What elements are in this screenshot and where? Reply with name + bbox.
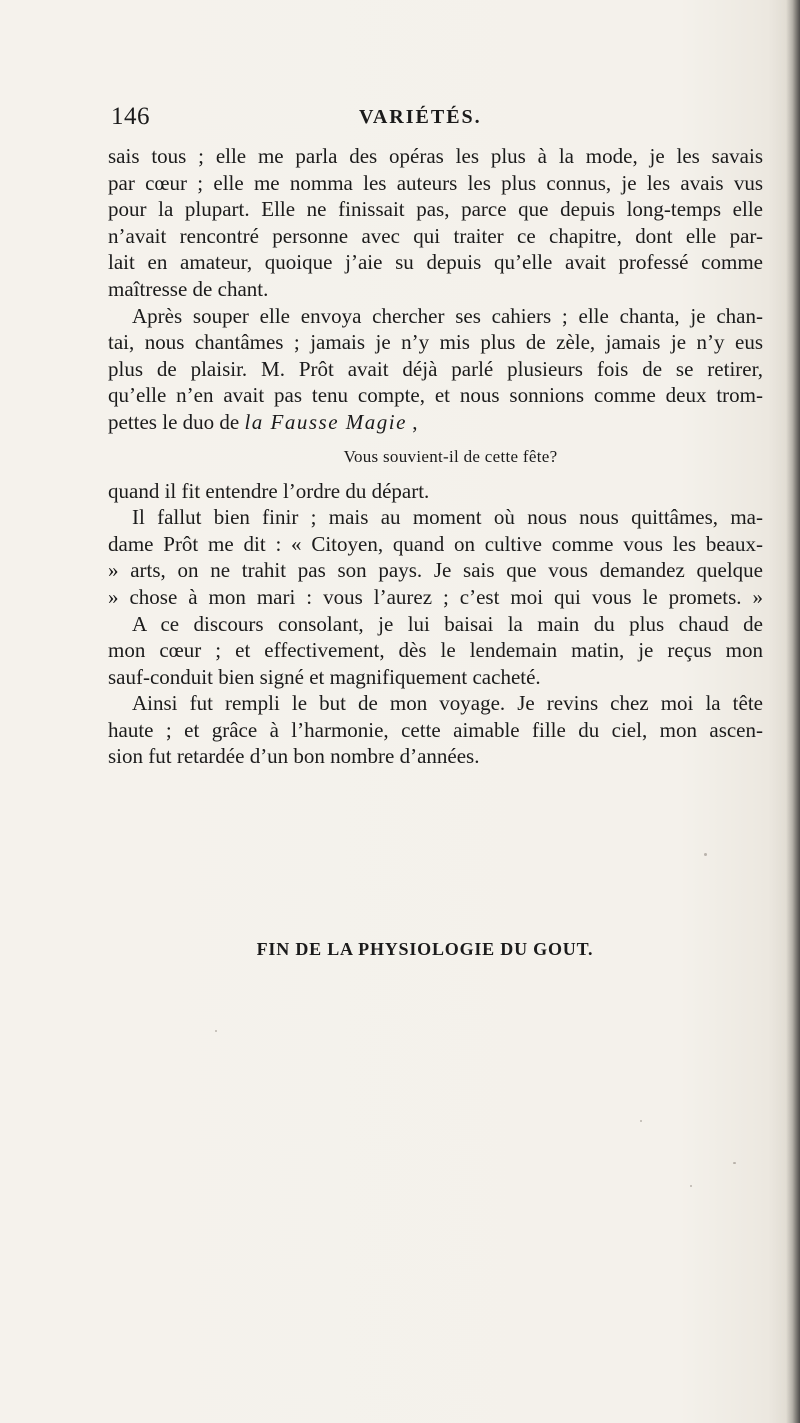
text-line: sion fut retardée d’un bon nombre d’années. (108, 744, 480, 769)
text-line-with-title (108, 409, 763, 436)
text-line: sais tous ; elle me parla des opéras les plus à la mode, je les savais (108, 144, 763, 168)
opera-title: la Fausse Magie (244, 409, 407, 434)
paper-speck (733, 1162, 736, 1164)
page-edge-shadow (786, 0, 800, 1423)
text-line: maîtresse de chant. (108, 276, 269, 301)
text-line: qu’elle n’en avait pas tenu compte, et nous sonnions comme deux trom- (108, 383, 763, 408)
text-line: sauf-conduit bien signé et magnifiquement cacheté. (108, 664, 541, 689)
text-fragment: , (406, 409, 418, 434)
text-line: lait en amateur, quoique j’aie su depuis qu’elle avait professé comme (108, 250, 763, 275)
paper-speck (690, 1185, 692, 1187)
text-line: par cœur ; elle me nomma les auteurs les plus connus, je les avais vus (108, 170, 763, 195)
body-text (108, 143, 763, 770)
paragraph-start: Après souper elle envoya chercher ses cahiers ; elle chanta, je chan- (132, 303, 763, 328)
paragraph-start: Ainsi fut rempli le but de mon voyage. Je revins chez moi la tête (132, 691, 763, 716)
text-line: dame Prôt me dit : « Citoyen, quand on cultive comme vous les beaux- (108, 531, 763, 556)
paper-speck (640, 1120, 642, 1122)
text-line: tai, nous chantâmes ; jamais je n’y mis plus de zèle, jamais je n’y eus (108, 330, 763, 355)
text-line: mon cœur ; et effectivement, dès le lendemain matin, je reçus mon (108, 638, 763, 663)
paragraph-start: Il fallut bien finir ; mais au moment où nous nous quittâmes, ma- (132, 505, 763, 530)
running-head: VARIÉTÉS. (359, 106, 482, 128)
text-line: quand il fit entendre l’ordre du départ. (108, 478, 430, 503)
text-line: plus de plaisir. M. Prôt avait déjà parlé plusieurs fois de se retirer, (108, 356, 763, 381)
text-line: n’avait rencontré personne avec qui traiter ce chapitre, dont elle par- (108, 223, 763, 248)
text-fragment: pettes le duo de (108, 409, 245, 434)
text-line: » arts, on ne trahit pas son pays. Je sais que vous demandez quelque (108, 558, 763, 583)
end-notice: FIN DE LA PHYSIOLOGIE DU GOUT. (256, 939, 594, 959)
paper-speck (215, 1030, 217, 1032)
text-line: » chose à mon mari : vous l’aurez ; c’est moi qui vous le promets. » (108, 584, 763, 609)
paper-speck (704, 853, 707, 856)
text-line: pour la plupart. Elle ne finissait pas, parce que depuis long-temps elle (108, 197, 763, 222)
page-number: 146 (111, 103, 150, 130)
paragraph-start: A ce discours consolant, je lui baisai la main du plus chaud de (132, 611, 763, 636)
song-quote: Vous souvient-il de cette fête? (343, 446, 558, 466)
page-header (111, 103, 761, 137)
text-line: haute ; et grâce à l’harmonie, cette aimable fille du ciel, mon ascen- (108, 717, 763, 742)
